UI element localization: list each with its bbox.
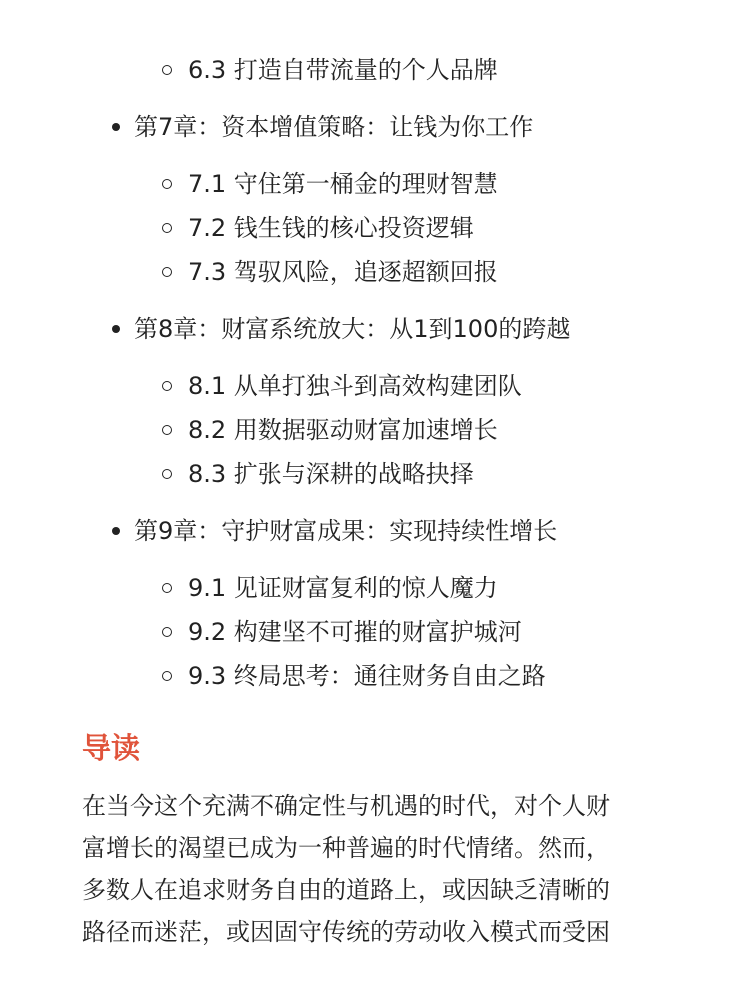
- hollow-bullet-icon: [162, 223, 172, 233]
- hollow-bullet-icon: [162, 627, 172, 637]
- intro-paragraph-line: 多数人在追求财务自由的道路上，或因缺乏清晰的: [82, 876, 610, 904]
- solid-bullet-icon: [112, 123, 120, 131]
- toc-chapter-8: [134, 313, 570, 345]
- toc-section-9-2: [188, 616, 522, 648]
- hollow-bullet-icon: [162, 469, 172, 479]
- toc-section-label: 9.2 构建坚不可摧的财富护城河: [188, 618, 522, 646]
- toc-section-8-1: [188, 370, 522, 402]
- toc-section-label: 9.1 见证财富复利的惊人魔力: [188, 574, 498, 602]
- hollow-bullet-icon: [162, 583, 172, 593]
- toc-section-9-1: [188, 572, 498, 604]
- toc-section-label: 7.3 驾驭风险，追逐超额回报: [188, 258, 498, 286]
- toc-section-label: 9.3 终局思考：通往财务自由之路: [188, 662, 546, 690]
- toc-section-label: 7.2 钱生钱的核心投资逻辑: [188, 214, 474, 242]
- toc-section-7-2: [188, 212, 474, 244]
- hollow-bullet-icon: [162, 179, 172, 189]
- toc-section-8-3: [188, 458, 474, 490]
- hollow-bullet-icon: [162, 381, 172, 391]
- toc-chapter-9: [134, 515, 557, 547]
- toc-chapter-label: 第7章：资本增值策略：让钱为你工作: [134, 113, 534, 141]
- hollow-bullet-icon: [162, 65, 172, 75]
- toc-section-label: 8.2 用数据驱动财富加速增长: [188, 416, 498, 444]
- toc-section-label: 8.3 扩张与深耕的战略抉择: [188, 460, 474, 488]
- solid-bullet-icon: [112, 527, 120, 535]
- toc-section-9-3: [188, 660, 546, 692]
- solid-bullet-icon: [112, 325, 120, 333]
- toc-section-label: 7.1 守住第一桶金的理财智慧: [188, 170, 498, 198]
- toc-section-label: 8.1 从单打独斗到高效构建团队: [188, 372, 522, 400]
- intro-heading: 导读: [82, 731, 141, 765]
- toc-chapter-7: [134, 111, 533, 143]
- intro-paragraph-line: 在当今这个充满不确定性与机遇的时代，对个人财: [82, 792, 610, 820]
- intro-paragraph-line: 富增长的渴望已成为一种普遍的时代情绪。然而，: [82, 834, 610, 862]
- toc-section-7-3: [188, 256, 498, 288]
- hollow-bullet-icon: [162, 671, 172, 681]
- toc-section-label: 6.3 打造自带流量的个人品牌: [188, 56, 498, 84]
- toc-section-7-1: [188, 168, 498, 200]
- intro-paragraph-line: 路径而迷茫，或因固守传统的劳动收入模式而受困: [82, 918, 610, 946]
- toc-chapter-label: 第9章：守护财富成果：实现持续性增长: [134, 517, 558, 545]
- hollow-bullet-icon: [162, 425, 172, 435]
- hollow-bullet-icon: [162, 267, 172, 277]
- toc-section-6-3: [188, 54, 498, 86]
- toc-section-8-2: [188, 414, 498, 446]
- toc-chapter-label: 第8章：财富系统放大：从1到100的跨越: [134, 315, 571, 343]
